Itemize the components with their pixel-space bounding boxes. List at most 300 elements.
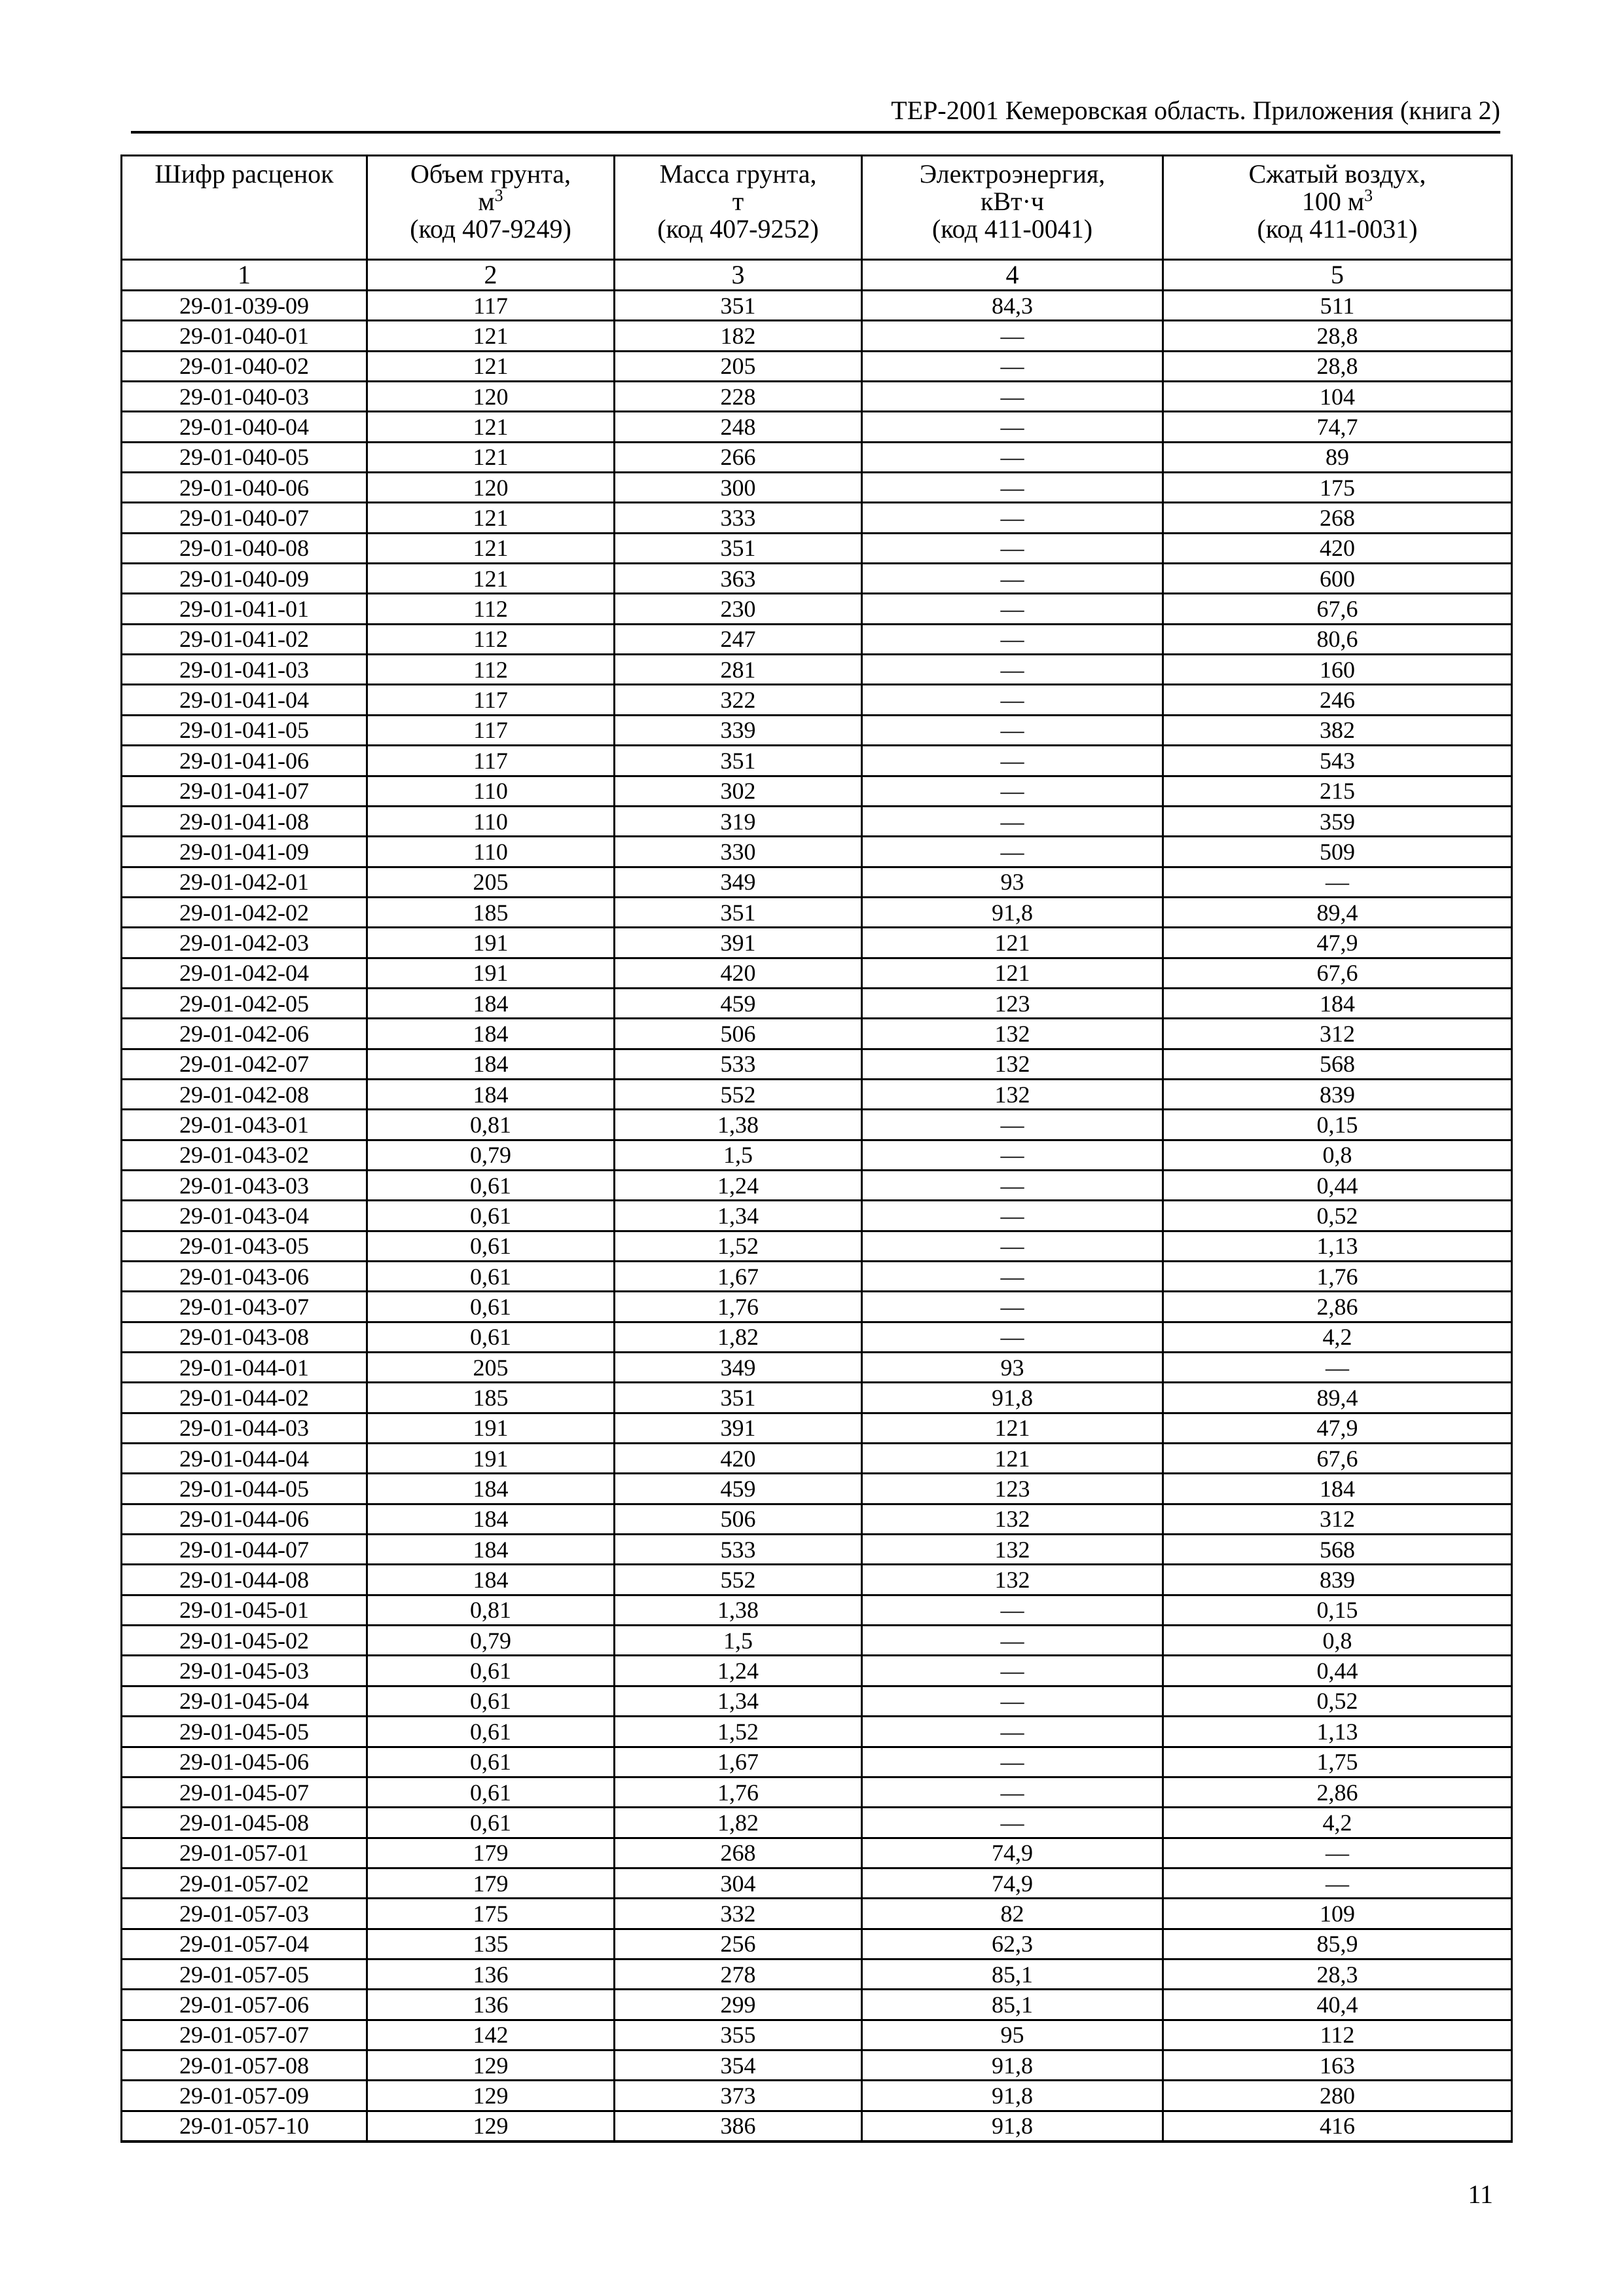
- cell-electricity: —: [862, 1717, 1163, 1747]
- cell-compressed-air: 112: [1163, 2020, 1512, 2050]
- cell-electricity: 132: [862, 1565, 1163, 1595]
- cell-electricity: 132: [862, 1535, 1163, 1565]
- cell-soil-mass: 322: [615, 685, 862, 715]
- cell-soil-mass: 1,38: [615, 1110, 862, 1140]
- cell-soil-mass: 391: [615, 928, 862, 958]
- cell-electricity: —: [862, 382, 1163, 412]
- cell-compressed-air: 0,52: [1163, 1686, 1512, 1716]
- cell-electricity: —: [862, 533, 1163, 563]
- cell-electricity: —: [862, 442, 1163, 472]
- table-row: [122, 351, 1512, 381]
- cell-soil-volume: 142: [367, 2020, 615, 2050]
- cell-soil-volume: 110: [367, 806, 615, 836]
- cell-soil-mass: 351: [615, 533, 862, 563]
- cell-electricity: 74,9: [862, 1838, 1163, 1868]
- table-header-row: [122, 156, 1512, 260]
- table-row: [122, 1413, 1512, 1443]
- header-title: ТЕР-2001 Кемеровская область. Приложения (книга 2): [891, 96, 1500, 125]
- cell-code: 29-01-045-01: [122, 1595, 367, 1625]
- cell-electricity: —: [862, 473, 1163, 503]
- cell-soil-volume: 129: [367, 2050, 615, 2080]
- table-row: [122, 291, 1512, 321]
- table-row: [122, 1444, 1512, 1474]
- table-row: [122, 1019, 1512, 1049]
- running-header: [131, 92, 1500, 134]
- table-row: [122, 2111, 1512, 2141]
- cell-code: 29-01-040-04: [122, 412, 367, 442]
- cell-soil-mass: 1,5: [615, 1626, 862, 1656]
- cell-soil-volume: 121: [367, 564, 615, 594]
- table-row: [122, 1049, 1512, 1079]
- cell-soil-volume: 0,61: [367, 1686, 615, 1716]
- cell-compressed-air: 4,2: [1163, 1322, 1512, 1352]
- cell-soil-mass: 1,34: [615, 1686, 862, 1716]
- cell-code: 29-01-044-03: [122, 1413, 367, 1443]
- cell-soil-volume: 205: [367, 867, 615, 897]
- cell-soil-volume: 121: [367, 412, 615, 442]
- cell-soil-mass: 1,67: [615, 1747, 862, 1777]
- table-row: [122, 837, 1512, 867]
- cell-soil-volume: 110: [367, 776, 615, 806]
- cell-soil-volume: 185: [367, 1383, 615, 1413]
- cell-code: 29-01-040-08: [122, 533, 367, 563]
- cell-soil-volume: 117: [367, 685, 615, 715]
- cell-soil-volume: 117: [367, 291, 615, 321]
- cell-soil-volume: 184: [367, 1535, 615, 1565]
- cell-electricity: 62,3: [862, 1929, 1163, 1959]
- cell-code: 29-01-057-02: [122, 1868, 367, 1898]
- cell-soil-volume: 0,81: [367, 1595, 615, 1625]
- cell-code: 29-01-041-05: [122, 715, 367, 745]
- table-row: [122, 442, 1512, 472]
- cell-code: 29-01-045-08: [122, 1808, 367, 1838]
- cell-code: 29-01-057-01: [122, 1838, 367, 1868]
- cell-code: 29-01-057-05: [122, 1959, 367, 1989]
- cell-electricity: 82: [862, 1899, 1163, 1929]
- cell-electricity: —: [862, 1292, 1163, 1322]
- cell-soil-mass: 330: [615, 837, 862, 867]
- cell-code: 29-01-040-02: [122, 351, 367, 381]
- table-row: [122, 594, 1512, 624]
- cell-electricity: —: [862, 351, 1163, 381]
- cell-code: 29-01-044-01: [122, 1353, 367, 1383]
- cell-code: 29-01-043-04: [122, 1201, 367, 1231]
- cell-soil-mass: 299: [615, 1990, 862, 2020]
- table-body: [122, 291, 1512, 2141]
- cell-soil-mass: 339: [615, 715, 862, 745]
- column-number: 5: [1163, 260, 1512, 291]
- table-row: [122, 1201, 1512, 1231]
- cell-soil-mass: 552: [615, 1565, 862, 1595]
- cell-electricity: 121: [862, 928, 1163, 958]
- cell-electricity: 85,1: [862, 1959, 1163, 1989]
- cell-soil-volume: 191: [367, 1413, 615, 1443]
- table-row: [122, 1504, 1512, 1534]
- cell-soil-mass: 333: [615, 503, 862, 533]
- cell-compressed-air: 359: [1163, 806, 1512, 836]
- cell-code: 29-01-040-09: [122, 564, 367, 594]
- cell-electricity: —: [862, 624, 1163, 654]
- cell-electricity: 84,3: [862, 291, 1163, 321]
- cell-compressed-air: 0,15: [1163, 1595, 1512, 1625]
- cell-soil-volume: 112: [367, 594, 615, 624]
- cell-soil-mass: 302: [615, 776, 862, 806]
- cell-soil-volume: 0,61: [367, 1777, 615, 1807]
- cell-soil-mass: 230: [615, 594, 862, 624]
- cell-code: 29-01-043-08: [122, 1322, 367, 1352]
- cell-code: 29-01-045-04: [122, 1686, 367, 1716]
- cell-soil-mass: 459: [615, 1474, 862, 1504]
- cell-soil-mass: 248: [615, 412, 862, 442]
- cell-compressed-air: 0,8: [1163, 1626, 1512, 1656]
- cell-code: 29-01-057-08: [122, 2050, 367, 2080]
- cell-electricity: 85,1: [862, 1990, 1163, 2020]
- cell-code: 29-01-042-08: [122, 1079, 367, 1109]
- cell-soil-volume: 184: [367, 1565, 615, 1595]
- cell-soil-mass: 300: [615, 473, 862, 503]
- table-row: [122, 382, 1512, 412]
- cell-code: 29-01-040-05: [122, 442, 367, 472]
- cell-electricity: —: [862, 655, 1163, 685]
- cell-compressed-air: —: [1163, 1868, 1512, 1898]
- table-row: [122, 1899, 1512, 1929]
- cell-soil-mass: 182: [615, 321, 862, 351]
- cell-soil-mass: 349: [615, 867, 862, 897]
- table-row: [122, 867, 1512, 897]
- cell-code: 29-01-040-07: [122, 503, 367, 533]
- cell-soil-mass: 349: [615, 1353, 862, 1383]
- cell-code: 29-01-057-07: [122, 2020, 367, 2050]
- table-row: [122, 2081, 1512, 2111]
- cell-compressed-air: 0,8: [1163, 1140, 1512, 1170]
- cell-code: 29-01-042-01: [122, 867, 367, 897]
- column-number-row: [122, 260, 1512, 291]
- cell-soil-volume: 179: [367, 1838, 615, 1868]
- cell-code: 29-01-057-04: [122, 1929, 367, 1959]
- cell-compressed-air: 0,44: [1163, 1170, 1512, 1200]
- page-number: 11: [1468, 2179, 1493, 2209]
- cell-electricity: 132: [862, 1019, 1163, 1049]
- cell-compressed-air: 184: [1163, 1474, 1512, 1504]
- table-row: [122, 1565, 1512, 1595]
- cell-electricity: 91,8: [862, 2081, 1163, 2111]
- cell-electricity: 121: [862, 958, 1163, 988]
- cell-soil-mass: 355: [615, 2020, 862, 2050]
- cell-soil-mass: 420: [615, 958, 862, 988]
- cell-soil-volume: 191: [367, 958, 615, 988]
- table-row: [122, 564, 1512, 594]
- cell-compressed-air: 47,9: [1163, 928, 1512, 958]
- cell-compressed-air: 0,44: [1163, 1656, 1512, 1686]
- cell-soil-volume: 185: [367, 897, 615, 927]
- cell-code: 29-01-041-07: [122, 776, 367, 806]
- table-row: [122, 1140, 1512, 1170]
- cell-soil-volume: 191: [367, 1444, 615, 1474]
- cell-electricity: —: [862, 1322, 1163, 1352]
- cell-electricity: 93: [862, 1353, 1163, 1383]
- cell-code: 29-01-045-03: [122, 1656, 367, 1686]
- cell-soil-mass: 363: [615, 564, 862, 594]
- cell-soil-mass: 506: [615, 1504, 862, 1534]
- cell-soil-volume: 184: [367, 1079, 615, 1109]
- cell-soil-volume: 184: [367, 1049, 615, 1079]
- cell-code: 29-01-042-02: [122, 897, 367, 927]
- cell-compressed-air: 215: [1163, 776, 1512, 806]
- cell-soil-mass: 506: [615, 1019, 862, 1049]
- table-row: [122, 503, 1512, 533]
- cell-electricity: —: [862, 1110, 1163, 1140]
- cell-soil-volume: 0,61: [367, 1201, 615, 1231]
- table-row: [122, 2050, 1512, 2080]
- cell-soil-mass: 351: [615, 1383, 862, 1413]
- column-header-electricity: Электроэнергия, кВт·ч (код 411-0041): [862, 156, 1163, 260]
- table-row: [122, 1595, 1512, 1625]
- cell-electricity: 121: [862, 1444, 1163, 1474]
- cell-code: 29-01-044-08: [122, 1565, 367, 1595]
- cell-electricity: —: [862, 503, 1163, 533]
- cell-compressed-air: 1,13: [1163, 1231, 1512, 1261]
- cell-soil-volume: 117: [367, 715, 615, 745]
- cell-soil-volume: 117: [367, 746, 615, 776]
- cell-electricity: —: [862, 776, 1163, 806]
- cell-code: 29-01-044-07: [122, 1535, 367, 1565]
- cell-soil-mass: 319: [615, 806, 862, 836]
- cell-soil-mass: 304: [615, 1868, 862, 1898]
- cell-soil-mass: 256: [615, 1929, 862, 1959]
- cell-electricity: 93: [862, 867, 1163, 897]
- cell-compressed-air: 4,2: [1163, 1808, 1512, 1838]
- cell-soil-mass: 1,76: [615, 1777, 862, 1807]
- table-row: [122, 928, 1512, 958]
- cell-soil-mass: 351: [615, 746, 862, 776]
- column-header-code: Шифр расценок: [122, 156, 367, 260]
- column-number: 4: [862, 260, 1163, 291]
- cell-electricity: —: [862, 1777, 1163, 1807]
- cell-soil-volume: 0,81: [367, 1110, 615, 1140]
- cell-soil-volume: 191: [367, 928, 615, 958]
- cell-soil-volume: 121: [367, 503, 615, 533]
- cell-soil-mass: 228: [615, 382, 862, 412]
- table-row: [122, 776, 1512, 806]
- cell-compressed-air: 839: [1163, 1079, 1512, 1109]
- table-row: [122, 897, 1512, 927]
- cell-soil-mass: 552: [615, 1079, 862, 1109]
- cell-electricity: —: [862, 1201, 1163, 1231]
- table-row: [122, 1292, 1512, 1322]
- cell-soil-volume: 0,61: [367, 1262, 615, 1292]
- table-row: [122, 2020, 1512, 2050]
- cell-soil-volume: 136: [367, 1959, 615, 1989]
- cell-soil-volume: 110: [367, 837, 615, 867]
- table-row: [122, 473, 1512, 503]
- cell-soil-volume: 121: [367, 533, 615, 563]
- cell-code: 29-01-042-03: [122, 928, 367, 958]
- cell-code: 29-01-042-05: [122, 988, 367, 1018]
- cell-code: 29-01-043-05: [122, 1231, 367, 1261]
- cell-compressed-air: 89,4: [1163, 897, 1512, 927]
- cell-soil-volume: 129: [367, 2081, 615, 2111]
- cell-soil-volume: 136: [367, 1990, 615, 2020]
- cell-compressed-air: 67,6: [1163, 958, 1512, 988]
- cell-soil-mass: 1,24: [615, 1170, 862, 1200]
- cell-electricity: —: [862, 1626, 1163, 1656]
- column-number: 3: [615, 260, 862, 291]
- cell-soil-volume: 205: [367, 1353, 615, 1383]
- cell-electricity: 132: [862, 1049, 1163, 1079]
- cell-compressed-air: 67,6: [1163, 594, 1512, 624]
- table-row: [122, 685, 1512, 715]
- table-row: [122, 624, 1512, 654]
- cell-soil-mass: 351: [615, 291, 862, 321]
- cell-soil-volume: 0,61: [367, 1747, 615, 1777]
- cell-soil-mass: 1,34: [615, 1201, 862, 1231]
- cell-compressed-air: 89: [1163, 442, 1512, 472]
- cell-electricity: —: [862, 1595, 1163, 1625]
- cell-compressed-air: 28,8: [1163, 351, 1512, 381]
- column-header-soil-volume: Объем грунта, $м^3$ (код 407-9249): [367, 156, 615, 260]
- cell-compressed-air: 74,7: [1163, 412, 1512, 442]
- cell-soil-mass: 332: [615, 1899, 862, 1929]
- cell-soil-volume: 0,61: [367, 1292, 615, 1322]
- cell-electricity: —: [862, 594, 1163, 624]
- table-row: [122, 1262, 1512, 1292]
- cell-compressed-air: —: [1163, 867, 1512, 897]
- cell-compressed-air: 312: [1163, 1019, 1512, 1049]
- cell-electricity: 132: [862, 1079, 1163, 1109]
- table-row: [122, 1383, 1512, 1413]
- cell-electricity: —: [862, 1747, 1163, 1777]
- cell-electricity: —: [862, 321, 1163, 351]
- cell-soil-mass: 459: [615, 988, 862, 1018]
- cell-compressed-air: 184: [1163, 988, 1512, 1018]
- cell-soil-mass: 205: [615, 351, 862, 381]
- cell-soil-mass: 266: [615, 442, 862, 472]
- cell-compressed-air: 543: [1163, 746, 1512, 776]
- cell-electricity: 121: [862, 1413, 1163, 1443]
- column-header-soil-mass: Масса грунта, т (код 407-9252): [615, 156, 862, 260]
- cell-electricity: —: [862, 1231, 1163, 1261]
- cell-code: 29-01-041-01: [122, 594, 367, 624]
- cell-code: 29-01-041-09: [122, 837, 367, 867]
- cell-electricity: —: [862, 746, 1163, 776]
- cell-compressed-air: 568: [1163, 1049, 1512, 1079]
- cell-electricity: —: [862, 715, 1163, 745]
- table-row: [122, 533, 1512, 563]
- cell-compressed-air: 89,4: [1163, 1383, 1512, 1413]
- cell-code: 29-01-042-04: [122, 958, 367, 988]
- cell-soil-volume: 0,61: [367, 1717, 615, 1747]
- cell-soil-mass: 278: [615, 1959, 862, 1989]
- cell-compressed-air: 104: [1163, 382, 1512, 412]
- cell-code: 29-01-041-02: [122, 624, 367, 654]
- cell-compressed-air: 568: [1163, 1535, 1512, 1565]
- cell-compressed-air: 40,4: [1163, 1990, 1512, 2020]
- cell-code: 29-01-044-04: [122, 1444, 367, 1474]
- cell-compressed-air: 80,6: [1163, 624, 1512, 654]
- cell-soil-volume: 120: [367, 473, 615, 503]
- cell-electricity: 91,8: [862, 1383, 1163, 1413]
- cell-compressed-air: —: [1163, 1838, 1512, 1868]
- cell-code: 29-01-045-07: [122, 1777, 367, 1807]
- cell-code: 29-01-057-03: [122, 1899, 367, 1929]
- cell-code: 29-01-057-10: [122, 2111, 367, 2141]
- cell-electricity: —: [862, 837, 1163, 867]
- cell-soil-volume: 175: [367, 1899, 615, 1929]
- cell-electricity: 123: [862, 1474, 1163, 1504]
- cell-soil-mass: 1,5: [615, 1140, 862, 1170]
- cell-electricity: —: [862, 1686, 1163, 1716]
- table-row: [122, 1838, 1512, 1868]
- cell-soil-volume: 0,79: [367, 1626, 615, 1656]
- table-row: [122, 958, 1512, 988]
- cell-compressed-air: 246: [1163, 685, 1512, 715]
- cell-code: 29-01-044-05: [122, 1474, 367, 1504]
- table-row: [122, 1110, 1512, 1140]
- cell-code: 29-01-044-02: [122, 1383, 367, 1413]
- cell-compressed-air: 85,9: [1163, 1929, 1512, 1959]
- cell-electricity: 132: [862, 1504, 1163, 1534]
- column-header-compressed-air: Сжатый воздух, 100 $м^3$ (код 411-0031): [1163, 156, 1512, 260]
- cell-electricity: —: [862, 564, 1163, 594]
- cell-compressed-air: 0,52: [1163, 1201, 1512, 1231]
- cell-electricity: —: [862, 1808, 1163, 1838]
- cell-electricity: —: [862, 1262, 1163, 1292]
- resource-table: [120, 155, 1513, 2143]
- cell-soil-mass: 373: [615, 2081, 862, 2111]
- table-row: [122, 1535, 1512, 1565]
- cell-compressed-air: 28,3: [1163, 1959, 1512, 1989]
- cell-soil-volume: 179: [367, 1868, 615, 1898]
- table-row: [122, 1626, 1512, 1656]
- cell-soil-mass: 1,38: [615, 1595, 862, 1625]
- table-row: [122, 1990, 1512, 2020]
- table-row: [122, 1929, 1512, 1959]
- cell-code: 29-01-044-06: [122, 1504, 367, 1534]
- table-row: [122, 1079, 1512, 1109]
- cell-code: 29-01-043-02: [122, 1140, 367, 1170]
- cell-electricity: —: [862, 1140, 1163, 1170]
- table-row: [122, 1959, 1512, 1989]
- cell-soil-volume: 121: [367, 442, 615, 472]
- cell-soil-mass: 351: [615, 897, 862, 927]
- cell-compressed-air: 109: [1163, 1899, 1512, 1929]
- cell-soil-volume: 184: [367, 1019, 615, 1049]
- cell-code: 29-01-042-07: [122, 1049, 367, 1079]
- cell-compressed-air: 163: [1163, 2050, 1512, 2080]
- cell-code: 29-01-041-04: [122, 685, 367, 715]
- cell-code: 29-01-043-07: [122, 1292, 367, 1322]
- cell-soil-mass: 247: [615, 624, 862, 654]
- cell-soil-volume: 0,61: [367, 1231, 615, 1261]
- cell-code: 29-01-057-09: [122, 2081, 367, 2111]
- cell-code: 29-01-040-03: [122, 382, 367, 412]
- cell-electricity: 95: [862, 2020, 1163, 2050]
- column-number: 2: [367, 260, 615, 291]
- table-row: [122, 1474, 1512, 1504]
- cell-electricity: —: [862, 412, 1163, 442]
- cell-soil-volume: 184: [367, 1504, 615, 1534]
- table-row: [122, 1686, 1512, 1716]
- cell-soil-mass: 354: [615, 2050, 862, 2080]
- table-row: [122, 1747, 1512, 1777]
- cell-electricity: —: [862, 685, 1163, 715]
- column-number: 1: [122, 260, 367, 291]
- cell-compressed-air: 382: [1163, 715, 1512, 745]
- cell-compressed-air: 268: [1163, 503, 1512, 533]
- cell-code: 29-01-043-06: [122, 1262, 367, 1292]
- table-row: [122, 1656, 1512, 1686]
- cell-compressed-air: 47,9: [1163, 1413, 1512, 1443]
